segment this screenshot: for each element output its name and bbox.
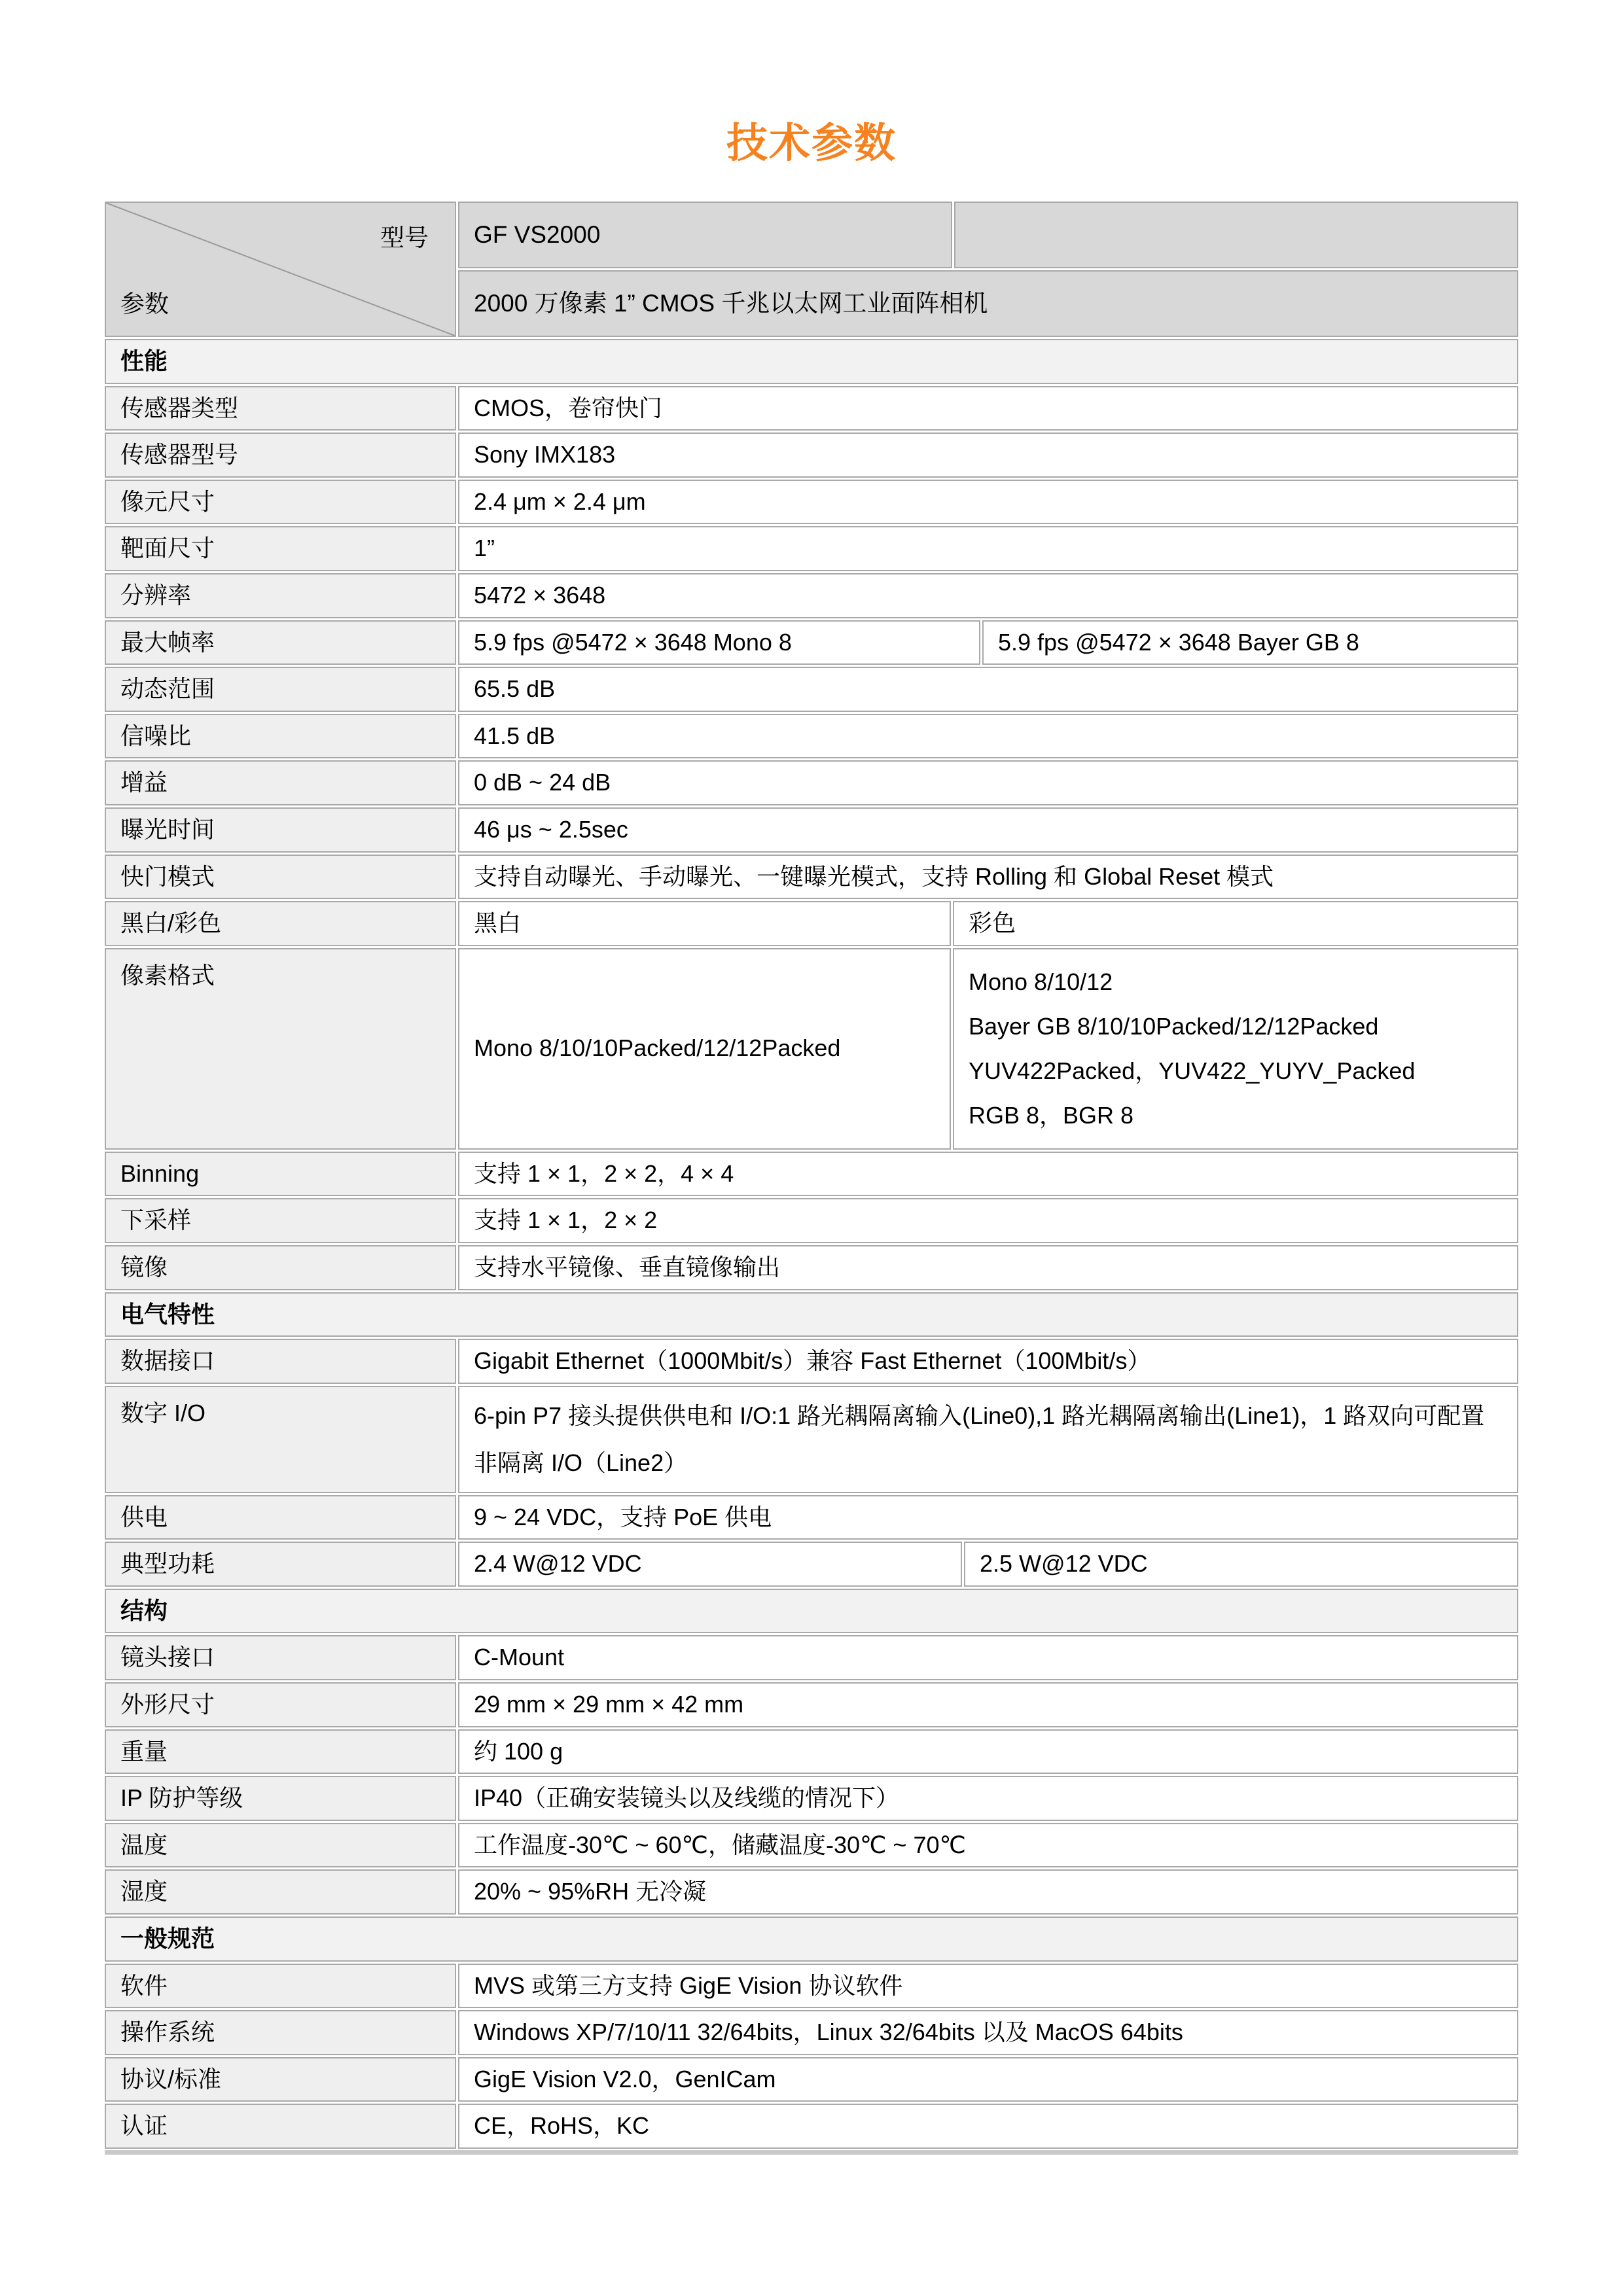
row-value: CE，RoHS，KC [458, 2104, 1518, 2149]
row-value: Windows XP/7/10/11 32/64bits，Linux 32/64bits 以及 MacOS 64bits [458, 2010, 1518, 2055]
row-value: 6-pin P7 接头提供供电和 I/O:1 路光耦隔离输入(Line0),1 路光耦隔离输出(Line1)，1 路双向可配置非隔离 I/O（Line2） [458, 1386, 1518, 1493]
row-label: 外形尺寸 [105, 1682, 456, 1727]
table-row-exposure-time [105, 807, 1518, 853]
row-value: C-Mount [458, 1635, 1518, 1680]
table-row-power-consumption [105, 1542, 1518, 1587]
table-row-software [105, 1964, 1518, 2009]
pixel-format-line: RGB 8，BGR 8 [969, 1101, 1134, 1129]
row-label: 像素格式 [105, 948, 456, 1150]
table-row-os [105, 2010, 1518, 2055]
row-label: 操作系统 [105, 2010, 456, 2055]
header-param-row [458, 270, 1518, 337]
table-row-shutter-mode [105, 855, 1518, 900]
row-label: 传感器型号 [105, 433, 456, 478]
section-row-structure [105, 1589, 1518, 1634]
table-row-temperature [105, 1823, 1518, 1868]
table-row-sensor-model [105, 433, 1518, 478]
header-empty-cell [954, 202, 1518, 268]
row-value: Gigabit Ethernet（1000Mbit/s）兼容 Fast Ethernet（100Mbit/s） [458, 1339, 1518, 1384]
table-row-dynamic-range [105, 667, 1518, 712]
row-label: 重量 [105, 1729, 456, 1775]
row-value-mono: 黑白 [458, 901, 951, 946]
row-value: 支持水平镜像、垂直镜像输出 [458, 1245, 1518, 1290]
row-label: 分辨率 [105, 573, 456, 618]
row-value: 5472 × 3648 [458, 573, 1518, 618]
row-label: 靶面尺寸 [105, 526, 456, 571]
row-label: 像元尺寸 [105, 480, 456, 525]
table-row-data-interface [105, 1339, 1518, 1384]
row-label: 镜像 [105, 1245, 456, 1290]
row-value: 41.5 dB [458, 714, 1518, 759]
row-label: 镜头接口 [105, 1635, 456, 1680]
table-row-humidity [105, 1869, 1518, 1915]
table-row-max-frame-rate [105, 620, 1518, 665]
spec-table [105, 202, 1518, 2155]
table-header [105, 202, 1518, 337]
row-value: 支持 1 × 1，2 × 2 [458, 1198, 1518, 1243]
row-value-mono: Mono 8/10/10Packed/12/12Packed [458, 948, 951, 1150]
section-title-general: 一般规范 [105, 1916, 1518, 1962]
table-bottom-shadow [105, 2150, 1518, 2155]
row-value-color [953, 948, 1518, 1150]
table-row-power-supply [105, 1495, 1518, 1540]
row-label: 典型功耗 [105, 1542, 456, 1587]
row-value-color: 彩色 [953, 901, 1518, 946]
row-label: 数字 I/O [105, 1386, 456, 1493]
pixel-format-line: Mono 8/10/12 [969, 968, 1113, 995]
model-label: 型号 [380, 224, 429, 251]
row-value: 65.5 dB [458, 667, 1518, 712]
section-title-electrical: 电气特性 [105, 1292, 1518, 1337]
row-value: 约 100 g [458, 1729, 1518, 1775]
row-value-mono: 2.4 W@12 VDC [458, 1542, 962, 1587]
param-value-cell: 2000 万像素 1” CMOS 千兆以太网工业面阵相机 [458, 270, 1518, 337]
header-corner-cell [105, 202, 456, 337]
row-label: Binning [105, 1152, 456, 1197]
row-label: 软件 [105, 1964, 456, 2009]
param-label: 参数 [120, 291, 169, 317]
table-row-protocol [105, 2057, 1518, 2102]
section-title-structure: 结构 [105, 1589, 1518, 1634]
row-label: IP 防护等级 [105, 1776, 456, 1821]
row-label: 最大帧率 [105, 620, 456, 665]
row-label: 信噪比 [105, 714, 456, 759]
row-value: 20% ~ 95%RH 无冷凝 [458, 1869, 1518, 1915]
row-value: 工作温度-30℃ ~ 60℃，储藏温度-30℃ ~ 70℃ [458, 1823, 1518, 1868]
row-label: 温度 [105, 1823, 456, 1868]
table-row-sensor-type [105, 386, 1518, 431]
table-row-mono-color [105, 901, 1518, 946]
row-value: 2.4 μm × 2.4 μm [458, 480, 1518, 525]
table-row-binning [105, 1152, 1518, 1197]
table-row-snr [105, 714, 1518, 759]
table-row-digital-io [105, 1386, 1518, 1493]
row-value-color: 2.5 W@12 VDC [964, 1542, 1518, 1587]
row-value: GigE Vision V2.0，GenICam [458, 2057, 1518, 2102]
row-label: 动态范围 [105, 667, 456, 712]
pixel-format-line: Bayer GB 8/10/10Packed/12/12Packed [969, 1012, 1379, 1040]
row-value: 1” [458, 526, 1518, 571]
row-value-mono: 5.9 fps @5472 × 3648 Mono 8 [458, 620, 980, 665]
row-label: 供电 [105, 1495, 456, 1540]
row-value: 29 mm × 29 mm × 42 mm [458, 1682, 1518, 1727]
row-label: 协议/标准 [105, 2057, 456, 2102]
table-row-dimensions [105, 1682, 1518, 1727]
row-label: 传感器类型 [105, 386, 456, 431]
row-value: 支持自动曝光、手动曝光、一键曝光模式，支持 Rolling 和 Global Reset 模式 [458, 855, 1518, 900]
row-value: CMOS，卷帘快门 [458, 386, 1518, 431]
header-model-row [458, 202, 1518, 268]
row-label: 数据接口 [105, 1339, 456, 1384]
row-value: MVS 或第三方支持 GigE Vision 协议软件 [458, 1964, 1518, 2009]
section-title-performance: 性能 [105, 339, 1518, 384]
page-title: 技术参数 [726, 120, 897, 166]
table-row-decimation [105, 1198, 1518, 1243]
row-value-color: 5.9 fps @5472 × 3648 Bayer GB 8 [982, 620, 1518, 665]
row-value: 46 μs ~ 2.5sec [458, 807, 1518, 853]
row-value: 支持 1 × 1，2 × 2，4 × 4 [458, 1152, 1518, 1197]
row-value: Sony IMX183 [458, 433, 1518, 478]
table-row-pixel-format [105, 948, 1518, 1150]
table-row-resolution [105, 573, 1518, 618]
row-value: 9 ~ 24 VDC，支持 PoE 供电 [458, 1495, 1518, 1540]
table-row-certification [105, 2104, 1518, 2149]
table-row-pixel-size [105, 480, 1518, 525]
row-label: 曝光时间 [105, 807, 456, 853]
table-row-mirror [105, 1245, 1518, 1290]
row-label: 黑白/彩色 [105, 901, 456, 946]
section-row-general [105, 1916, 1518, 1962]
row-label: 湿度 [105, 1869, 456, 1915]
row-value: 0 dB ~ 24 dB [458, 760, 1518, 805]
row-label: 下采样 [105, 1198, 456, 1243]
row-label: 快门模式 [105, 855, 456, 900]
row-label: 认证 [105, 2104, 456, 2149]
table-row-lens-mount [105, 1635, 1518, 1680]
table-row-gain [105, 760, 1518, 805]
table-row-ip-rating [105, 1776, 1518, 1821]
table-row-sensor-format [105, 526, 1518, 571]
model-value-cell: GF VS2000 [458, 202, 952, 268]
table-row-weight [105, 1729, 1518, 1775]
row-label: 增益 [105, 760, 456, 805]
header-right [458, 202, 1518, 337]
row-value: IP40（正确安装镜头以及线缆的情况下） [458, 1776, 1518, 1821]
section-row-electrical [105, 1292, 1518, 1337]
section-row-performance [105, 339, 1518, 384]
pixel-format-line: YUV422Packed，YUV422_YUYV_Packed [969, 1057, 1416, 1084]
